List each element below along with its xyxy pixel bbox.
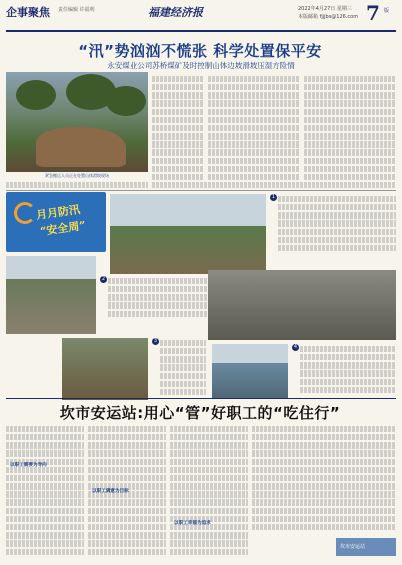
article1-column-2 xyxy=(208,74,300,180)
swirl-icon xyxy=(14,202,36,224)
flood-safety-badge xyxy=(6,192,106,252)
article2-subhead-1: 以职工需要为导向 xyxy=(10,463,47,468)
photo3-caption-text xyxy=(160,338,206,398)
paper-logo: 福建经济报 xyxy=(148,6,203,19)
edition-email: 本版邮箱 fjjjbs@126.com xyxy=(298,14,359,20)
article1-headline: “汛”势汹汹不慌张 科学处置保平安 xyxy=(78,42,322,60)
article1-column-3 xyxy=(304,74,396,180)
masthead xyxy=(6,1,396,30)
editor-line: 责任编辑 许福明 xyxy=(58,7,95,13)
drainage-photo xyxy=(6,256,96,334)
article2-subhead-3: 以职工幸福为追求 xyxy=(174,521,211,526)
landslide-photo xyxy=(6,72,148,172)
page-number: 7 xyxy=(366,1,380,25)
article2-column-4 xyxy=(252,424,396,534)
article1-column-1 xyxy=(152,74,204,180)
badge-line2: “安全周” xyxy=(39,218,87,239)
inspection-photo xyxy=(62,338,148,400)
flooded-area-photo xyxy=(212,344,288,398)
page-label: 版 xyxy=(384,8,390,14)
photo-number-1: 1 xyxy=(271,194,276,200)
excavation-photo xyxy=(208,270,396,340)
section-rule xyxy=(6,398,396,399)
work-site-photo xyxy=(110,194,266,274)
photo-number-2: 2 xyxy=(101,276,106,282)
masthead-rule xyxy=(6,30,396,32)
photo-caption: 紧急搬运人员正在处置山体滑坡现场 xyxy=(6,173,148,179)
photo2-caption-text xyxy=(108,276,208,320)
article2-headline: 坎市安运站:用心“管”好职工的“吃住行” xyxy=(59,404,341,422)
issue-date: 2022年4月27日 星期三 xyxy=(298,6,352,12)
article1-column-tail xyxy=(152,180,396,188)
footer-label: 坎市安运站 xyxy=(340,544,366,550)
photo-number-3: 3 xyxy=(153,338,158,344)
badge-line1: 月月防汛 xyxy=(35,202,81,222)
article2-subhead-2: 以职工满意为目标 xyxy=(92,489,129,494)
section-title: 企事聚焦 xyxy=(6,6,50,19)
article2-column-3 xyxy=(170,424,248,556)
photo1-caption-text xyxy=(278,194,396,254)
footer-banner xyxy=(336,538,396,556)
article2-column-1 xyxy=(6,424,84,556)
article1-caption-text xyxy=(6,180,148,188)
photo-number-4: 4 xyxy=(293,344,298,350)
divider xyxy=(6,190,396,191)
photo4-caption-text xyxy=(300,344,396,398)
article1-subheadline: 永安煤业公司苏桥煤矿及时控制山体边坡滑坡压湿方险情 xyxy=(107,61,295,70)
